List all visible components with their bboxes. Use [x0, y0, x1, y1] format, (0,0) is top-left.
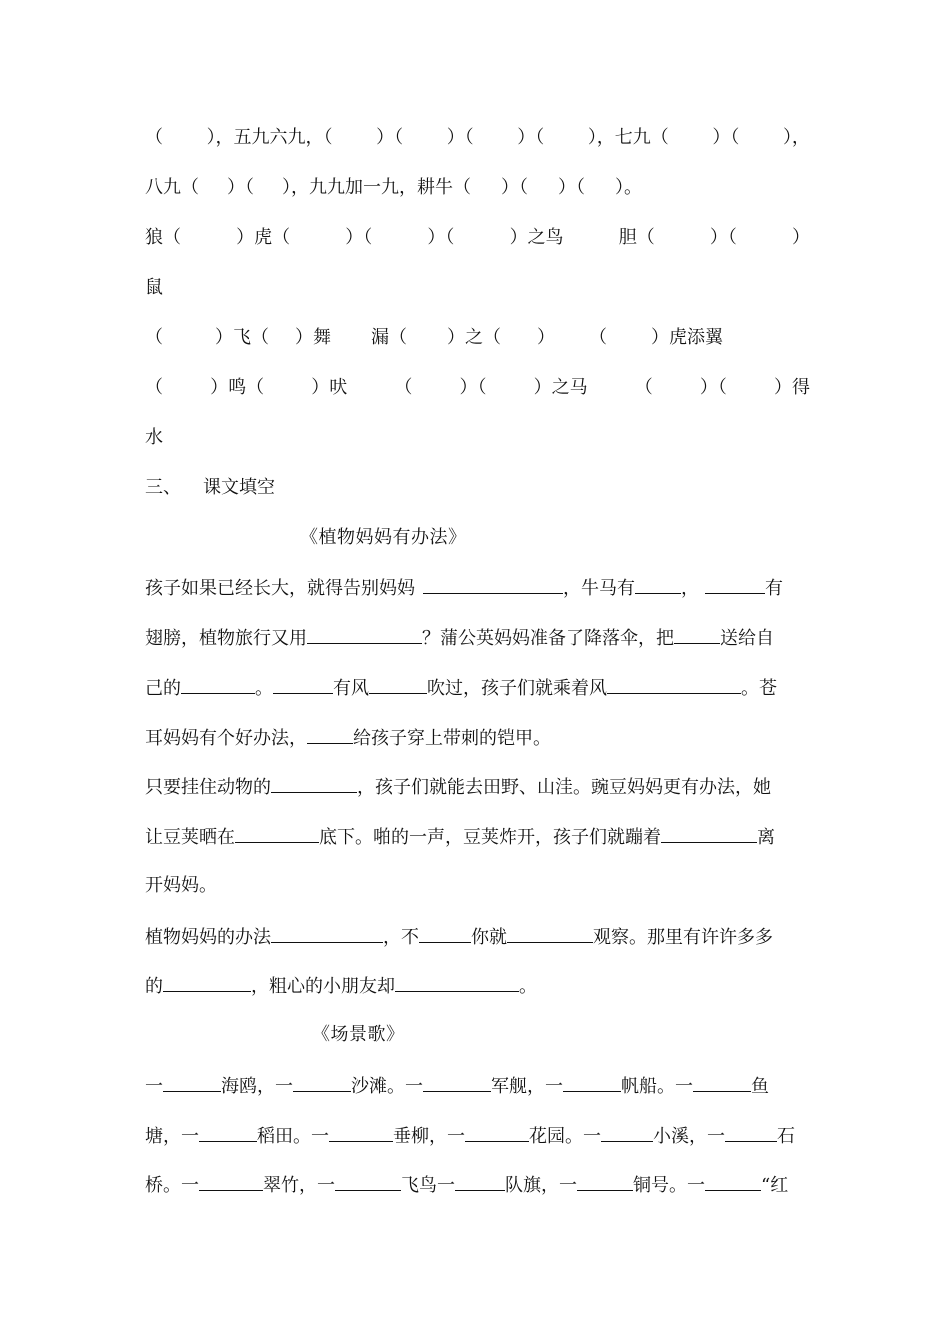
text-segment: ） — [537, 327, 555, 348]
text-segment: 只要挂住动物的 — [145, 777, 271, 798]
text-segment: ）得 — [774, 377, 810, 398]
answer-blank[interactable] — [465, 1117, 529, 1142]
text-segment: 植物妈妈的办法 — [145, 927, 271, 948]
text-segment: 。苍 — [741, 678, 777, 699]
answer-blank[interactable] — [705, 1166, 761, 1191]
answer-blank[interactable] — [607, 669, 741, 694]
text-segment: ）（ — [712, 127, 740, 148]
section-title: 课文填空 — [203, 477, 275, 498]
answer-blank[interactable] — [423, 1067, 491, 1092]
answer-blank[interactable] — [293, 1067, 351, 1092]
text-segment: 翅膀，植物旅行又用 — [145, 628, 307, 649]
text-segment: ）吠 — [311, 377, 348, 398]
text-segment: ）虎添翼 — [651, 327, 723, 348]
text-segment: ，不 — [383, 927, 419, 948]
text-segment: 鱼 — [751, 1076, 769, 1097]
text-segment: 给孩子穿上带刺的铠甲。 — [353, 728, 551, 749]
poem-line — [145, 818, 810, 854]
text-segment: 稻田。一 — [257, 1126, 329, 1147]
text-segment: 吹过，孩子们就乘着风 — [427, 678, 607, 699]
text-segment: 塘，一 — [145, 1126, 199, 1147]
text-segment: ）（ — [227, 177, 254, 198]
poem-line — [145, 868, 810, 904]
answer-blank[interactable] — [635, 569, 681, 594]
text-segment: 水 — [145, 427, 163, 448]
idiom-line-6 — [145, 370, 810, 406]
text-segment: ， — [681, 578, 699, 599]
text-segment: ）（ — [427, 227, 455, 248]
text-segment: （ — [634, 377, 653, 398]
text-segment: 有风 — [333, 678, 369, 699]
answer-blank[interactable] — [693, 1067, 751, 1092]
text-segment: 漏（ — [371, 327, 407, 348]
text-segment: 离 — [757, 827, 775, 848]
text-segment: ）。 — [615, 177, 642, 198]
text-segment: 队旗，一 — [505, 1175, 577, 1196]
answer-blank[interactable] — [419, 918, 471, 943]
text-segment: ）之马 — [533, 377, 588, 398]
text-segment: ），五九六九，（ — [206, 127, 333, 148]
answer-blank[interactable] — [235, 818, 319, 843]
idiom-line-5 — [145, 320, 810, 356]
answer-blank[interactable] — [455, 1166, 505, 1191]
text-segment: 。 — [255, 678, 273, 699]
text-segment: ） — [791, 227, 810, 248]
text-segment: 海鸥，一 — [221, 1076, 293, 1097]
idiom-line-3 — [145, 220, 810, 256]
text-segment: ）（ — [699, 377, 727, 398]
text-segment: ）之鸟 — [509, 227, 564, 248]
poem-line — [145, 967, 810, 1003]
answer-blank[interactable] — [199, 1166, 263, 1191]
text-segment: ）舞 — [295, 327, 331, 348]
text-segment: ）（ — [558, 177, 585, 198]
text-segment: 狼（ — [145, 227, 181, 248]
answer-blank[interactable] — [181, 669, 255, 694]
idiom-line-2 — [145, 170, 810, 206]
poem-title: 《植物妈妈有办法》 — [300, 527, 467, 548]
text-segment: ）飞（ — [215, 327, 269, 348]
text-segment: ）， — [782, 127, 810, 148]
poem-line — [145, 569, 810, 605]
text-segment: 让豆荚晒在 — [145, 827, 235, 848]
answer-blank[interactable] — [395, 967, 519, 992]
text-segment: ），七九（ — [587, 127, 669, 148]
answer-blank[interactable] — [271, 768, 357, 793]
text-segment: ）（ — [446, 127, 474, 148]
text-segment: ？蒲公英妈妈准备了降落伞，把 — [422, 628, 674, 649]
text-segment: 飞鸟一 — [401, 1175, 455, 1196]
text-segment: 耳妈妈有个好办法， — [145, 728, 307, 749]
answer-blank[interactable] — [163, 1067, 221, 1092]
answer-blank[interactable] — [423, 569, 563, 594]
text-segment: （ — [589, 327, 607, 348]
answer-blank[interactable] — [507, 918, 593, 943]
text-segment: 沙滩。一 — [351, 1076, 423, 1097]
answer-blank[interactable] — [271, 918, 383, 943]
text-segment: 小溪，一 — [653, 1126, 725, 1147]
idiom-line-4 — [145, 270, 810, 306]
section-heading — [145, 470, 810, 506]
text-segment: ），九九加一九，耕牛（ — [282, 177, 471, 198]
answer-blank[interactable] — [369, 669, 427, 694]
text-segment: 一 — [145, 1076, 163, 1097]
answer-blank[interactable] — [163, 967, 251, 992]
text-segment: 帆船。一 — [621, 1076, 693, 1097]
text-segment: ，孩子们就能去田野、山洼。豌豆妈妈更有办法，她 — [357, 777, 771, 798]
answer-blank[interactable] — [563, 1067, 621, 1092]
poem-line — [145, 768, 810, 804]
text-segment: ）（ — [345, 227, 373, 248]
section-number: 三、 — [145, 477, 181, 498]
text-segment: “红 — [761, 1175, 789, 1196]
poem-line — [145, 1117, 810, 1153]
text-segment: （ — [145, 327, 163, 348]
poem-line — [145, 1166, 810, 1202]
text-segment: 石 — [777, 1126, 795, 1147]
answer-blank[interactable] — [273, 669, 333, 694]
text-segment: 鼠 — [145, 277, 163, 298]
answer-blank[interactable] — [577, 1166, 633, 1191]
text-segment: （ — [394, 377, 413, 398]
poem-line — [145, 719, 810, 755]
answer-blank[interactable] — [705, 569, 765, 594]
text-segment: （ — [145, 127, 163, 148]
text-segment: 花园。一 — [529, 1126, 601, 1147]
answer-blank[interactable] — [661, 818, 757, 843]
text-segment: 观察。那里有许许多多 — [593, 927, 773, 948]
poem-line — [145, 619, 810, 655]
text-segment: ）（ — [459, 377, 487, 398]
poem-line — [145, 918, 810, 954]
idiom-line-7 — [145, 420, 810, 456]
text-segment: ）之（ — [447, 327, 501, 348]
text-segment: 垂柳，一 — [393, 1126, 465, 1147]
answer-blank[interactable] — [199, 1117, 257, 1142]
text-segment: 桥。一 — [145, 1175, 199, 1196]
text-segment: ）鸣（ — [210, 377, 265, 398]
poem-title: 《场景歌》 — [312, 1024, 405, 1045]
text-segment: （ — [145, 377, 163, 398]
text-segment: ）虎（ — [236, 227, 291, 248]
text-segment: 孩子如果已经长大，就得告别妈妈 — [145, 578, 415, 599]
text-segment: ）（ — [376, 127, 404, 148]
idiom-line-1 — [145, 120, 810, 156]
answer-blank[interactable] — [307, 719, 353, 744]
text-segment: 胆（ — [618, 227, 655, 248]
text-segment: ）（ — [501, 177, 528, 198]
text-segment: 开妈妈。 — [145, 875, 217, 896]
text-segment: 铜号。一 — [633, 1175, 705, 1196]
text-segment: 你就 — [471, 927, 507, 948]
text-segment: 底下。啪的一声，豆荚炸开，孩子们就蹦着 — [319, 827, 661, 848]
answer-blank[interactable] — [329, 1117, 393, 1142]
answer-blank[interactable] — [601, 1117, 653, 1142]
text-segment: 八九（ — [145, 177, 199, 198]
poem-line — [145, 669, 810, 705]
text-segment: 有 — [765, 578, 783, 599]
answer-blank[interactable] — [307, 619, 422, 644]
text-segment: ）（ — [709, 227, 737, 248]
text-segment: 翠竹，一 — [263, 1175, 335, 1196]
text-segment: 的 — [145, 976, 163, 997]
text-segment: 军舰，一 — [491, 1076, 563, 1097]
text-segment: 。 — [519, 976, 537, 997]
answer-blank[interactable] — [335, 1166, 401, 1191]
text-segment: 己的 — [145, 678, 181, 699]
poem-line — [145, 1067, 810, 1103]
text-segment: 送给自 — [720, 628, 774, 649]
answer-blank[interactable] — [674, 619, 720, 644]
text-segment: ，牛马有 — [563, 578, 635, 599]
text-segment: ）（ — [517, 127, 545, 148]
answer-blank[interactable] — [725, 1117, 777, 1142]
text-segment: ，粗心的小朋友却 — [251, 976, 395, 997]
